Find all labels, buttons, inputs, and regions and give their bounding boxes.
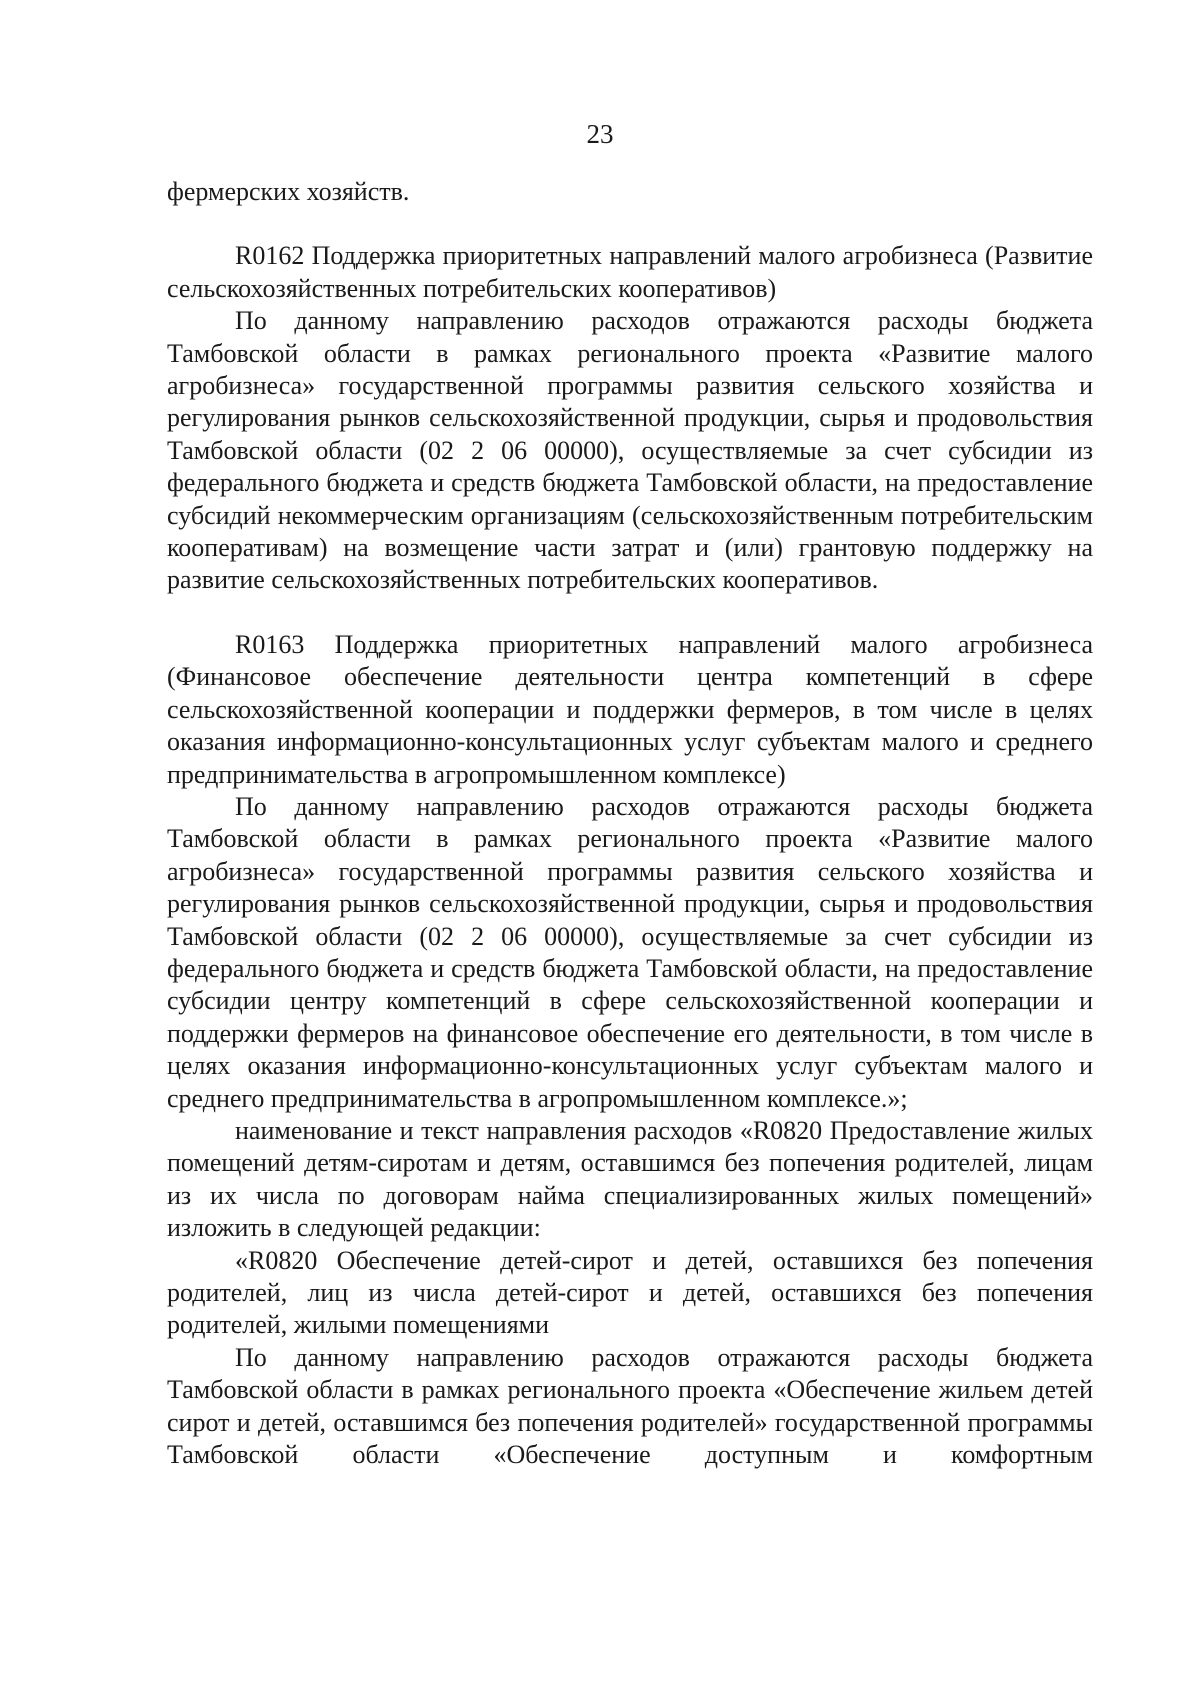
paragraph-r0162-heading: R0162 Поддержка приоритетных направлений малого агробизнеса (Развитие сельскохозяйственных потребительских кооперативов)	[167, 241, 1093, 303]
paragraph-r0163-heading: R0163 Поддержка приоритетных направлений малого агробизнеса (Финансовое обеспечение деятельности центра компетенций в сфере сельскохозяйственной кооперации и поддержки фермеров, в том числе в целях оказания информационно-консультационных услуг субъектам малого и среднего предпринимательства в агропромышленном комплексе)	[167, 629, 1093, 789]
page-number: 23	[586, 119, 614, 149]
paragraph-r0162-text: По данному направлению расходов отражаются расходы бюджета Тамбовской области в рамках регионального проекта «Развитие малого агробизнеса» государственной программы развития сельского хозяйства и регулирования рынков сельскохозяйственной продукции, сырья и продовольствия Тамбовской области (02 2 06 00000), осуществляемые за счет субсидии из федерального бюджета и средств бюджета Тамбовской области, на предоставление субсидий некоммерческим организациям (сельскохозяйственным потребительским кооперативам) на возмещение части затрат и (или) грантовую поддержку на развитие сельскохозяйственных потребительских кооперативов.	[167, 306, 1093, 595]
paragraph-r0163-text: По данному направлению расходов отражаются расходы бюджета Тамбовской области в рамках регионального проекта «Развитие малого агробизнеса» государственной программы развития сельского хозяйства и регулирования рынков сельскохозяйственной продукции, сырья и продовольствия Тамбовской области (02 2 06 00000), осуществляемые за счет субсидии из федерального бюджета и средств бюджета Тамбовской области, на предоставление субсидии центру компетенций в сфере сельскохозяйственной кооперации и поддержки фермеров на финансовое обеспечение его деятельности, в том числе в целях оказания информационно-консультационных услуг субъектам малого и среднего предпринимательства в агропромышленном комплексе.»;	[167, 791, 1093, 1113]
paragraph-r0820-text: По данному направлению расходов отражаются расходы бюджета Тамбовской области в рамках регионального проекта «Обеспечение жильем детей сирот и детей, оставшимся без попечения родителей» государственной программы Тамбовской области «Обеспечение доступным и комфортным	[167, 1342, 1093, 1470]
paragraph-r0820-heading: «R0820 Обеспечение детей-сирот и детей, оставшихся без попечения родителей, лиц из числа детей-сирот и детей, оставшихся без попечения родителей, жилыми помещениями	[167, 1245, 1093, 1340]
document-body	[167, 176, 1093, 1471]
paragraph-continuation: фермерских хозяйств.	[167, 177, 410, 206]
paragraph-amendment-instruction: наименование и текст направления расходов «R0820 Предоставление жилых помещений детям-сиротам и детям, оставшимся без попечения родителей, лицам из их числа по договорам найма специализированных жилых помещений» изложить в следующей редакции:	[167, 1115, 1093, 1243]
